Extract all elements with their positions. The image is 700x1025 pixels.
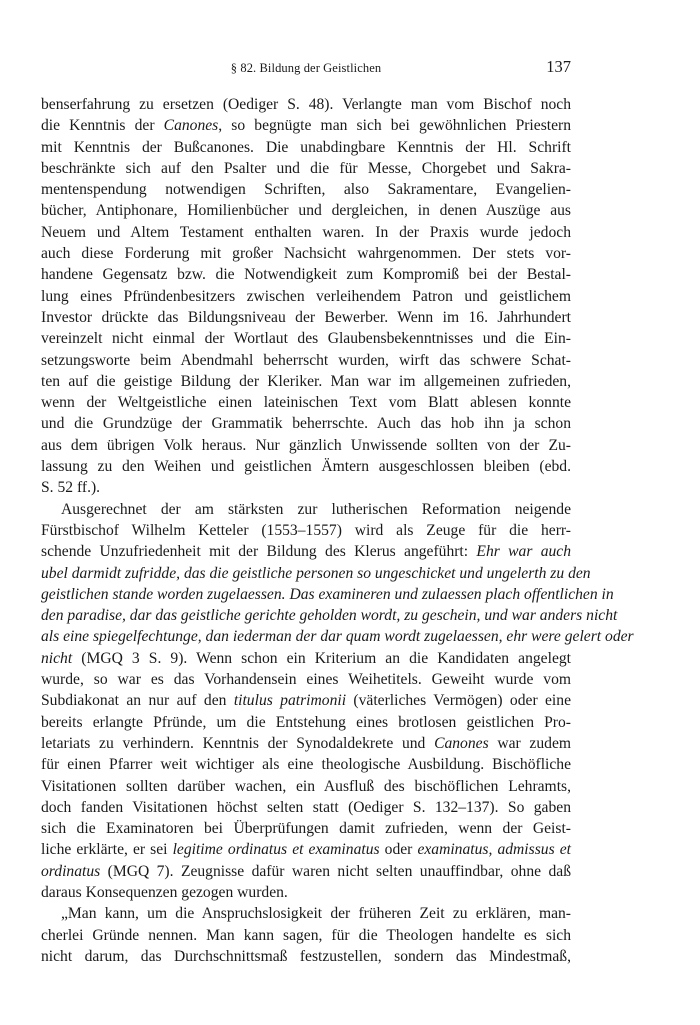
text-line <box>41 648 571 669</box>
text-segment: Fürstbischof Wilhelm Ketteler (1553–1557) wird als Zeuge für die herr- <box>41 521 571 539</box>
text-segment: Investor drückte das Bildungsniveau der Bewerber. Wenn im 16. Jahrhundert <box>41 308 571 326</box>
running-title: § 82. Bildung der Geistlichen <box>230 61 382 75</box>
text-line <box>41 626 634 647</box>
page-header <box>41 57 571 79</box>
text-segment: und die Grundzüge der Grammatik beherrschte. Auch das hob ihn ja schon <box>41 415 571 433</box>
text-segment: aus dem übrigen Volk heraus. Nur gänzlich Unwissende sollten von der Zu- <box>41 436 571 454</box>
text-segment: Ausgerechnet der am stärksten zur lutherischen Reformation neigende <box>61 500 571 518</box>
text-line <box>41 179 571 200</box>
body-text <box>41 94 634 967</box>
text-segment: (MGQ 3 S. 9). Wenn schon ein Kriterium an die Kandidaten angelegt <box>72 649 571 667</box>
text-segment: für einen Pfarrer weit wichtiger als eine theologische Ausbildung. Bischöfliche <box>41 756 571 774</box>
text-line <box>41 712 571 733</box>
text-segment: vereinzelt nicht einmal der Wortlaut des Glaubensbekenntnisses und die Ein- <box>41 330 571 348</box>
text-segment: mit Kenntnis der Bußcanones. Die unabdingbare Kenntnis der Hl. Schrift <box>41 138 571 156</box>
page-number: 137 <box>546 57 571 76</box>
text-segment: die Kenntnis der <box>41 117 164 135</box>
text-line <box>41 584 614 605</box>
text-line <box>41 541 571 562</box>
italic-text: Canones <box>163 117 219 135</box>
text-segment: auch diese Forderung mit großer Nachsicht wahrgenommen. Der stets vor- <box>41 245 571 263</box>
text-segment: benserfahrung zu ersetzen (Oediger S. 48). Verlangte man vom Bischof noch <box>41 96 571 113</box>
text-segment: handene Gegensatz bzw. die Notwendigkeit zum Kompromiß bei der Bestal- <box>41 266 571 284</box>
text-segment: bereits erlangte Pfründe, um die Entstehung eines brotlosen geistlichen Pro- <box>41 713 571 731</box>
italic-text: geistlichen stande worden zugelaessen. Das examineren und zulaessen plach offentlichen in <box>41 585 614 603</box>
text-line <box>41 264 571 285</box>
text-line <box>41 307 571 328</box>
text-line <box>41 286 571 307</box>
text-segment: nicht darum, das Durchschnittsmaß festzustellen, sondern das Mindestmaß, <box>41 947 571 965</box>
text-line <box>41 115 571 136</box>
text-line <box>41 456 571 477</box>
text-segment: wenn der Weltgeistliche einen lateinischen Text vom Blatt ablesen konnte <box>41 394 571 412</box>
text-line <box>41 882 571 903</box>
text-line <box>41 839 571 860</box>
text-segment: setzungsworte beim Abendmahl beherrscht wurden, wirft das schwere Schat- <box>41 351 571 369</box>
text-segment: beschränkte sich auf den Psalter und die für Messe, Chorgebet und Sakra- <box>41 159 571 177</box>
text-line <box>41 413 571 434</box>
italic-text: ubel darmidt zufridde, das die geistliche personen so ungeschicket und ungelerth zu den <box>41 564 591 582</box>
text-line <box>41 861 571 882</box>
text-line <box>41 563 591 584</box>
text-line <box>41 137 571 158</box>
text-segment: bücher, Antiphonare, Homilienbücher und dergleichen, in denen Auszüge aus <box>41 202 571 220</box>
text-line <box>41 754 571 775</box>
text-segment: , so begnügte man sich bei gewöhnlichen Priestern <box>218 117 572 135</box>
italic-text: Canones <box>434 734 489 752</box>
text-line <box>41 392 571 413</box>
text-segment: sich die Examinatoren bei Überprüfungen damit zufrieden, wenn der Geist- <box>41 820 571 838</box>
text-segment: letariats zu verhindern. Kenntnis der Synodaldekrete und <box>41 734 435 752</box>
text-line <box>41 520 571 541</box>
text-line <box>41 776 571 797</box>
text-line <box>41 94 571 115</box>
italic-text: Ehr war auch <box>476 543 572 561</box>
italic-text: ordinatus <box>41 862 101 880</box>
text-line <box>41 733 571 754</box>
text-line <box>41 222 571 243</box>
text-line <box>41 669 571 690</box>
text-segment: lung eines Pfründenbesitzers zwischen verleihendem Patron und geistlichem <box>41 287 571 305</box>
text-segment: S. 52 ff.). <box>41 479 101 497</box>
text-line <box>41 477 571 498</box>
text-segment: Neuem und Altem Testament enthalten waren. In der Praxis wurde jedoch <box>41 223 571 241</box>
text-line <box>41 605 618 626</box>
text-segment: mentenspendung notwendigen Schriften, also Sakramentare, Evangelien- <box>41 181 571 199</box>
italic-text: nicht <box>41 649 73 667</box>
text-segment: (MGQ 7). Zeugnisse dafür waren nicht selten unauffindbar, ohne daß <box>100 862 571 880</box>
text-segment: war zudem <box>488 734 571 752</box>
text-segment: cherlei Gründe nennen. Man kann sagen, für die Theologen handelte es sich <box>41 926 571 944</box>
text-line <box>41 818 571 839</box>
text-segment: (väterliches Vermögen) oder eine <box>346 692 571 710</box>
text-line <box>41 200 571 221</box>
text-segment: oder <box>379 841 418 859</box>
text-line <box>41 946 571 967</box>
text-line <box>41 350 571 371</box>
italic-text: legitime ordinatus et examinatus <box>172 841 380 859</box>
text-segment: liche erklärte, er sei <box>41 841 173 859</box>
text-line <box>41 243 571 264</box>
italic-text: examinatus, admissus et <box>417 841 571 859</box>
text-segment: Subdiakonat an nur auf den <box>41 692 234 710</box>
text-segment: Visitationen sollten darüber wachen, ein Ausfluß des bischöflichen Lehramts, <box>41 777 571 795</box>
text-segment: lassung zu den Weihen und geistlichen Ämtern ausgeschlossen bleiben (ebd. <box>41 458 571 476</box>
text-segment: schende Unzufriedenheit mit der Bildung des Klerus angeführt: <box>41 543 477 561</box>
text-segment: wurde, so war es das Vorhandensein eines Weihetitels. Geweiht wurde vom <box>41 671 571 689</box>
text-segment: doch fanden Visitationen höchst selten statt (Oediger S. 132–137). So gaben <box>41 798 571 816</box>
text-line <box>41 690 571 711</box>
italic-text: titulus patrimonii <box>233 692 347 710</box>
text-line <box>41 925 571 946</box>
text-line <box>41 158 571 179</box>
text-segment: „Man kann, um die Anspruchslosigkeit der früheren Zeit zu erklären, man- <box>61 905 571 923</box>
text-segment: daraus Konsequenzen gezogen wurden. <box>41 883 288 901</box>
text-line <box>41 328 571 349</box>
text-line <box>41 435 571 456</box>
text-line <box>41 797 571 818</box>
italic-text: den paradise, dar das geistliche gerichte geholden wordt, zu geschein, und war anders nicht <box>41 607 618 625</box>
text-segment: ten auf die geistige Bildung der Kleriker. Man war im allgemeinen zufrieden, <box>41 372 571 390</box>
text-line <box>41 903 571 924</box>
text-line <box>41 499 571 520</box>
italic-text: als eine spiegelfechtunge, dan iederman der dar quam wordt zugelaessen, ehr were gelert oder <box>41 628 634 646</box>
text-line <box>41 371 571 392</box>
